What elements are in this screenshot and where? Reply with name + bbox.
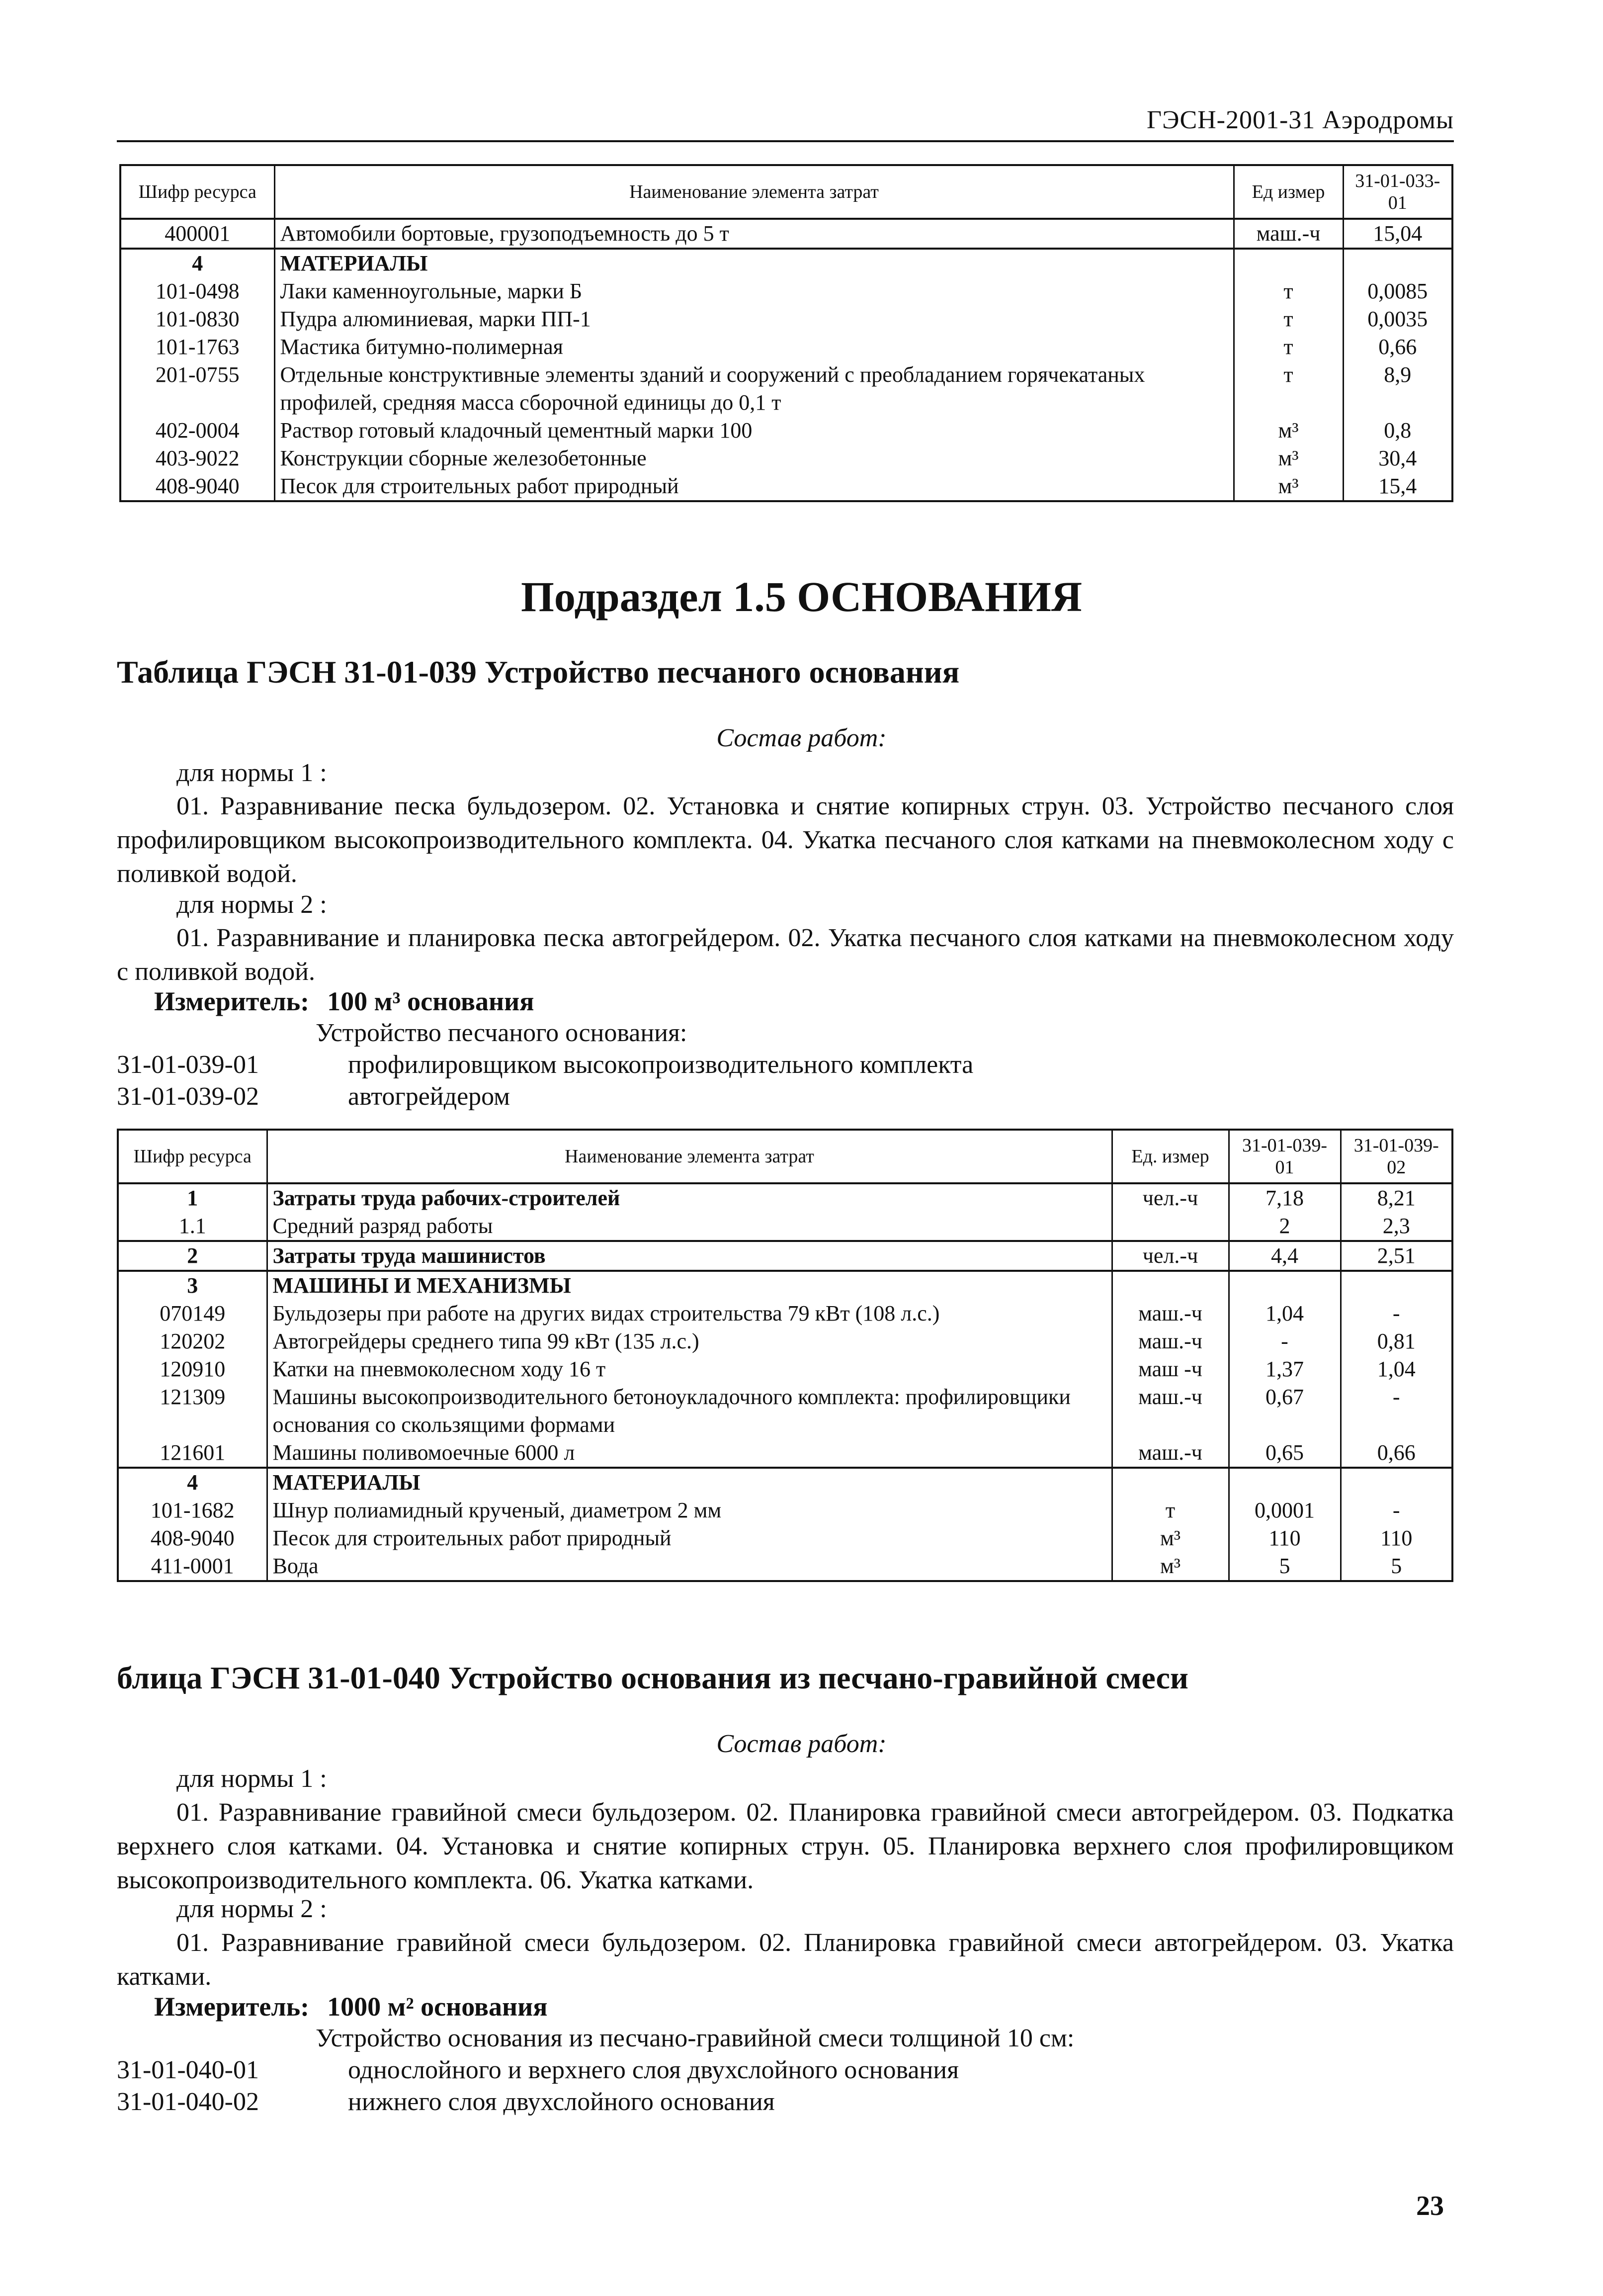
section-row <box>120 249 1452 277</box>
col-header-norm: 31-01-033-01 <box>1343 165 1452 219</box>
cell-code: 121601 <box>118 1439 267 1468</box>
cell-code: 120910 <box>118 1355 267 1383</box>
cell-value-1: 0,0085 <box>1343 277 1452 305</box>
cell-code: 1.1 <box>118 1212 267 1241</box>
cell-value-1: 2 <box>1229 1212 1341 1241</box>
col-header-code: Шифр ресурса <box>118 1130 267 1183</box>
norm2-text-039: 01. Разравнивание и планировка песка автогрейдером. 02. Укатка песчаного слоя катками на пневмоколесном ходу с поливкой водой. <box>117 924 1454 986</box>
cell-code: 403-9022 <box>120 444 274 472</box>
cell-value-2 <box>1341 1468 1452 1497</box>
table-row <box>118 1552 1452 1581</box>
cell-unit: т <box>1234 305 1343 333</box>
device-039: Устройство песчаного основания: <box>316 1019 687 1047</box>
cell-value-2: - <box>1341 1383 1452 1439</box>
cell-code: 101-1763 <box>120 333 274 361</box>
table-row <box>120 219 1452 249</box>
cell-unit: т <box>1234 277 1343 305</box>
col-header-name: Наименование элемента затрат <box>274 165 1234 219</box>
cell-value-1: 15,4 <box>1343 472 1452 501</box>
table-row <box>120 361 1452 417</box>
col-header-norm-02: 31-01-039-02 <box>1341 1130 1452 1183</box>
cell-value-2: 0,81 <box>1341 1327 1452 1355</box>
cell-unit: маш.-ч <box>1112 1327 1229 1355</box>
cell-unit: чел.-ч <box>1112 1241 1229 1271</box>
cell-value-1: 4,4 <box>1229 1241 1341 1271</box>
cell-name: Вода <box>267 1552 1112 1581</box>
cell-unit: м³ <box>1112 1552 1229 1581</box>
cell-name: Песок для строительных работ природный <box>267 1524 1112 1552</box>
cell-code: 070149 <box>118 1300 267 1327</box>
cell-name: Шнур полиамидный крученый, диаметром 2 мм <box>267 1497 1112 1524</box>
cell-value-1: 30,4 <box>1343 444 1452 472</box>
cell-code: 408-9040 <box>120 472 274 501</box>
cell-unit: м³ <box>1234 472 1343 501</box>
table-row <box>118 1497 1452 1524</box>
cell-unit: маш -ч <box>1112 1355 1229 1383</box>
cell-code: 1 <box>118 1183 267 1212</box>
cell-name: МАТЕРИАЛЫ <box>267 1468 1112 1497</box>
cell-name: Средний разряд работы <box>267 1212 1112 1241</box>
cell-value-1: 0,0001 <box>1229 1497 1341 1524</box>
section-row <box>118 1271 1452 1300</box>
resource-table-039 <box>117 1129 1453 1582</box>
cell-value-1: 1,04 <box>1229 1300 1341 1327</box>
cell-value-1: 0,66 <box>1343 333 1452 361</box>
cell-value-1: 5 <box>1229 1552 1341 1581</box>
measure-label: Измеритель: <box>154 1992 310 2022</box>
norm1-text-040: 01. Разравнивание гравийной смеси бульдозером. 02. Планировка гравийной смеси автогрейдером. 03. Подкатка верхнего слоя катками. 04. Установка и снятие копирных струн. 05. Планировка верхнего слоя профилировщиком высокопроизводительного комплекта. 06. Укатка катками. <box>117 1798 1454 1894</box>
cell-name: Бульдозеры при работе на других видах строительства 79 кВт (108 л.с.) <box>267 1300 1112 1327</box>
code-039-02-desc: автогрейдером <box>348 1082 510 1111</box>
table-row <box>118 1183 1452 1212</box>
table-row <box>118 1439 1452 1468</box>
cell-name: Отдельные конструктивные элементы зданий и сооружений с преобладанием горячекатаных профилей, средняя масса сборочной единицы до 0,1 т <box>274 361 1234 417</box>
cell-value-2: 2,51 <box>1341 1241 1452 1271</box>
cell-value-1: - <box>1229 1327 1341 1355</box>
cell-name: Автогрейдеры среднего типа 99 кВт (135 л.с.) <box>267 1327 1112 1355</box>
norm2-label-039: для нормы 2 : <box>176 890 327 919</box>
code-040-01-desc: однослойного и верхнего слоя двухслойного основания <box>348 2056 959 2084</box>
table-039-title: Таблица ГЭСН 31-01-039 Устройство песчаного основания <box>117 654 960 690</box>
table-row <box>118 1300 1452 1327</box>
cell-value-1: 7,18 <box>1229 1183 1341 1212</box>
cell-value-2: 5 <box>1341 1552 1452 1581</box>
cell-code: 120202 <box>118 1327 267 1355</box>
cell-name: МАШИНЫ И МЕХАНИЗМЫ <box>267 1271 1112 1300</box>
cell-value-1: 0,8 <box>1343 417 1452 444</box>
cell-value-1: 8,9 <box>1343 361 1452 417</box>
table-row <box>120 333 1452 361</box>
cell-value-1: 110 <box>1229 1524 1341 1552</box>
code-040-01: 31-01-040-01 <box>117 2056 259 2084</box>
cell-unit <box>1112 1468 1229 1497</box>
cell-code: 101-0830 <box>120 305 274 333</box>
cell-value-2: - <box>1341 1497 1452 1524</box>
measure-040 <box>154 1991 547 2022</box>
table-row <box>118 1212 1452 1241</box>
col-header-unit: Ед измер <box>1234 165 1343 219</box>
cell-name: Затраты труда рабочих-строителей <box>267 1183 1112 1212</box>
table-row <box>118 1355 1452 1383</box>
norm2-label-040: для нормы 2 : <box>176 1895 327 1923</box>
cell-unit <box>1112 1212 1229 1241</box>
code-039-01-desc: профилировщиком высокопроизводительного комплекта <box>348 1051 974 1079</box>
subsection-title: Подраздел 1.5 ОСНОВАНИЯ <box>521 573 1082 620</box>
cell-value-1: 1,37 <box>1229 1355 1341 1383</box>
cell-code: 3 <box>118 1271 267 1300</box>
cell-value-1 <box>1343 249 1452 277</box>
cell-code: 411-0001 <box>118 1552 267 1581</box>
table-040-title: блица ГЭСН 31-01-040 Устройство основания из песчано-гравийной смеси <box>117 1660 1188 1695</box>
cell-name: Катки на пневмоколесном ходу 16 т <box>267 1355 1112 1383</box>
table-row <box>120 305 1452 333</box>
measure-value: 100 м³ основания <box>327 986 534 1016</box>
sostav-label-040: Состав работ: <box>716 1730 887 1758</box>
cell-unit: чел.-ч <box>1112 1183 1229 1212</box>
cell-value-2: 1,04 <box>1341 1355 1452 1383</box>
table-row <box>120 277 1452 305</box>
table-row <box>120 472 1452 501</box>
cell-name: Песок для строительных работ природный <box>274 472 1234 501</box>
cell-value-1: 0,65 <box>1229 1439 1341 1468</box>
resource-table-033 <box>119 164 1453 502</box>
cell-value-2 <box>1341 1271 1452 1300</box>
cell-name: Лаки каменноугольные, марки Б <box>274 277 1234 305</box>
code-039-02: 31-01-039-02 <box>117 1082 259 1111</box>
cell-code: 101-1682 <box>118 1497 267 1524</box>
cell-unit: т <box>1112 1497 1229 1524</box>
cell-unit: маш.-ч <box>1112 1300 1229 1327</box>
cell-unit: м³ <box>1234 417 1343 444</box>
cell-value-1: 15,04 <box>1343 219 1452 249</box>
cell-name: Машины высокопроизводительного бетоноукладочного комплекта: профилировщики основания со скользящими формами <box>267 1383 1112 1439</box>
norm1-label-039: для нормы 1 : <box>176 759 327 787</box>
table-row <box>118 1383 1452 1439</box>
cell-value-1: 0,0035 <box>1343 305 1452 333</box>
cell-name: МАТЕРИАЛЫ <box>274 249 1234 277</box>
table-row <box>118 1241 1452 1271</box>
norm2-text-040: 01. Разравнивание гравийной смеси бульдозером. 02. Планировка гравийной смеси автогрейдером. 03. Укатка катками. <box>117 1929 1454 1991</box>
cell-code: 408-9040 <box>118 1524 267 1552</box>
code-039-01: 31-01-039-01 <box>117 1051 259 1079</box>
col-header-norm-01: 31-01-039-01 <box>1229 1130 1341 1183</box>
cell-value-1 <box>1229 1271 1341 1300</box>
col-header-name: Наименование элемента затрат <box>267 1130 1112 1183</box>
cell-unit: м³ <box>1112 1524 1229 1552</box>
sostav-label-039: Состав работ: <box>716 724 887 752</box>
cell-code: 4 <box>120 249 274 277</box>
cell-value-2: - <box>1341 1300 1452 1327</box>
cell-code: 201-0755 <box>120 361 274 417</box>
norm1-text-039: 01. Разравнивание песка бульдозером. 02. Установка и снятие копирных струн. 03. Устройство песчаного слоя профилировщиком высокопроизводительного комплекта. 04. Укатка песчаного слоя катками на пневмоколесном ходу с поливкой водой. <box>117 792 1454 888</box>
cell-unit: т <box>1234 361 1343 417</box>
cell-value-2: 110 <box>1341 1524 1452 1552</box>
cell-value-2: 8,21 <box>1341 1183 1452 1212</box>
cell-name: Раствор готовый кладочный цементный марки 100 <box>274 417 1234 444</box>
cell-unit: маш.-ч <box>1112 1383 1229 1439</box>
cell-code: 121309 <box>118 1383 267 1439</box>
measure-label: Измеритель: <box>154 986 310 1016</box>
cell-name: Пудра алюминиевая, марки ПП-1 <box>274 305 1234 333</box>
running-header: ГЭСН-2001-31 Аэродромы <box>1147 106 1454 134</box>
cell-code: 101-0498 <box>120 277 274 305</box>
table-row <box>120 417 1452 444</box>
cell-name: Конструкции сборные железобетонные <box>274 444 1234 472</box>
cell-unit: т <box>1234 333 1343 361</box>
page-number: 23 <box>1416 2191 1444 2221</box>
cell-unit: м³ <box>1234 444 1343 472</box>
cell-name: Машины поливомоечные 6000 л <box>267 1439 1112 1468</box>
measure-039 <box>154 986 534 1017</box>
cell-value-2: 0,66 <box>1341 1439 1452 1468</box>
col-header-unit: Ед. измер <box>1112 1130 1229 1183</box>
cell-name: Автомобили бортовые, грузоподъемность до 5 т <box>274 219 1234 249</box>
cell-unit <box>1234 249 1343 277</box>
col-header-code: Шифр ресурса <box>120 165 274 219</box>
cell-code: 2 <box>118 1241 267 1271</box>
header-rule <box>117 140 1454 142</box>
cell-code: 4 <box>118 1468 267 1497</box>
device-040: Устройство основания из песчано-гравийной смеси толщиной 10 см: <box>316 2024 1075 2052</box>
cell-value-2: 2,3 <box>1341 1212 1452 1241</box>
cell-unit: маш.-ч <box>1234 219 1343 249</box>
cell-name: Мастика битумно-полимерная <box>274 333 1234 361</box>
cell-code: 400001 <box>120 219 274 249</box>
section-row <box>118 1468 1452 1497</box>
cell-unit <box>1112 1271 1229 1300</box>
cell-unit: маш.-ч <box>1112 1439 1229 1468</box>
table-row <box>118 1524 1452 1552</box>
code-040-02: 31-01-040-02 <box>117 2088 259 2116</box>
cell-value-1 <box>1229 1468 1341 1497</box>
table-row <box>118 1327 1452 1355</box>
cell-value-1: 0,67 <box>1229 1383 1341 1439</box>
cell-code: 402-0004 <box>120 417 274 444</box>
table-row <box>120 444 1452 472</box>
measure-value: 1000 м² основания <box>327 1992 548 2022</box>
code-040-02-desc: нижнего слоя двухслойного основания <box>348 2088 775 2116</box>
cell-name: Затраты труда машинистов <box>267 1241 1112 1271</box>
norm1-label-040: для нормы 1 : <box>176 1765 327 1793</box>
